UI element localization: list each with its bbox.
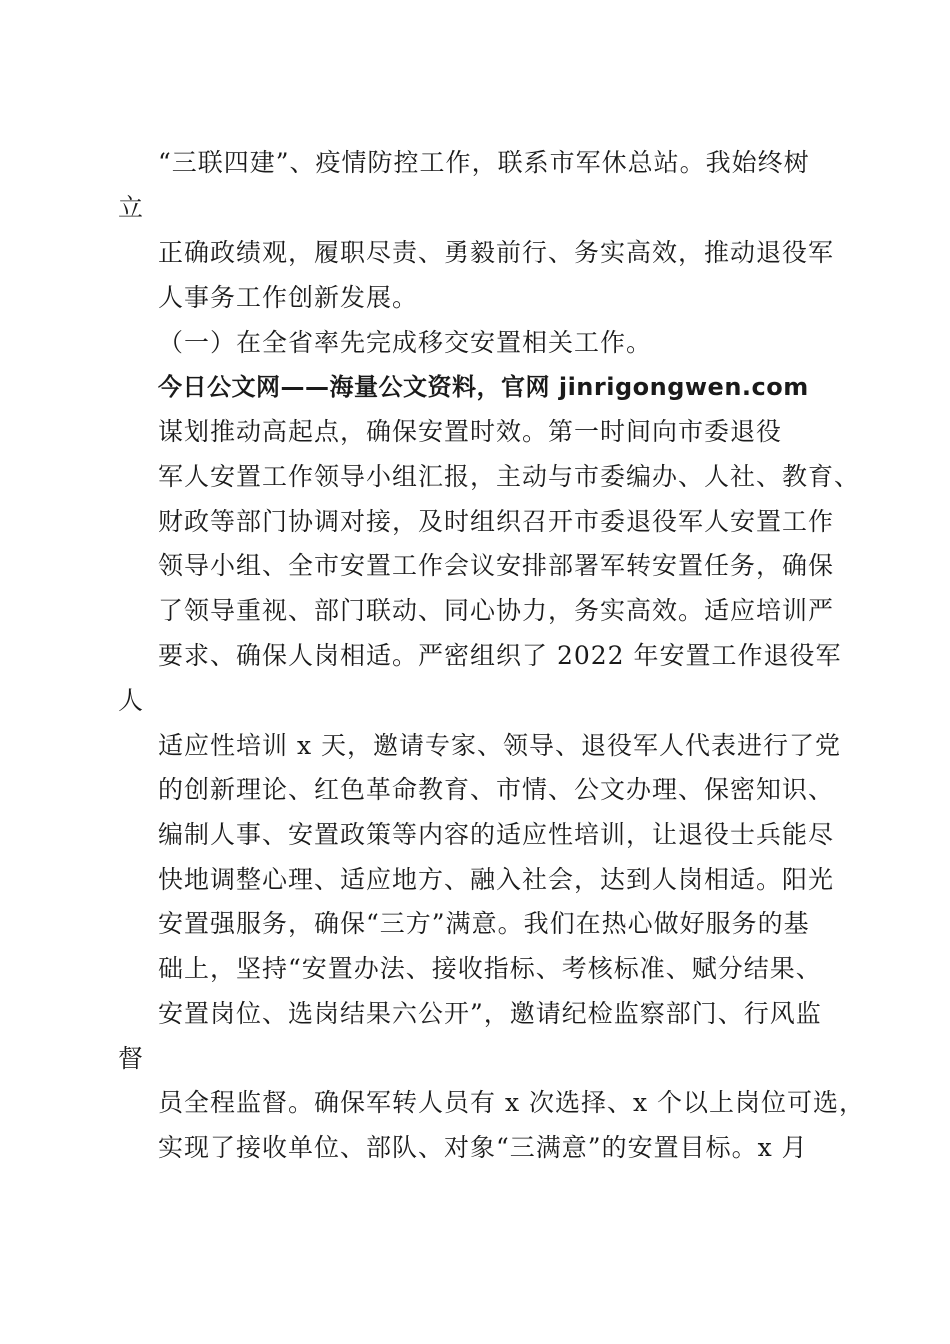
paragraph-line: 了领导重视、部门联动、同心协力，务实高效。适应培训严 xyxy=(158,596,835,625)
paragraph-line: 员全程监督。确保军转人员有 x 次选择、x 个以上岗位可选， xyxy=(158,1088,866,1117)
paragraph-line: 军人安置工作领导小组汇报，主动与市委编办、人社、教育、 xyxy=(158,462,861,491)
paragraph-line: 领导小组、全市安置工作会议安排部署军转安置任务，确保 xyxy=(158,551,835,580)
paragraph-line: 实现了接收单位、部队、对象“三满意”的安置目标。x 月 xyxy=(158,1133,808,1162)
paragraph-line: 安置岗位、选岗结果六公开”，邀请纪检监察部门、行风监 xyxy=(158,999,822,1028)
paragraph-line: 人 xyxy=(118,686,145,715)
paragraph-line: 谋划推动高起点，确保安置时效。第一时间向市委退役 xyxy=(158,417,783,446)
paragraph-line: 的创新理论、红色革命教育、市情、公文办理、保密知识、 xyxy=(158,775,835,804)
paragraph-line: 人事务工作创新发展。 xyxy=(158,283,419,312)
paragraph-line: 础上，坚持“安置办法、接收指标、考核标准、赋分结果、 xyxy=(158,954,822,983)
paragraph-line: “三联四建”、疫情防控工作，联系市军休总站。我始终树 xyxy=(158,148,810,177)
paragraph-line: 正确政绩观，履职尽责、勇毅前行、务实高效，推动退役军 xyxy=(158,238,835,267)
paragraph-line: 安置强服务，确保“三方”满意。我们在热心做好服务的基 xyxy=(158,909,810,938)
paragraph-line: 要求、确保人岗相适。严密组织了 2022 年安置工作退役军 xyxy=(158,641,842,670)
paragraph-line: 督 xyxy=(118,1044,145,1073)
paragraph-line: 适应性培训 x 天，邀请专家、领导、退役军人代表进行了党 xyxy=(158,731,841,760)
paragraph-line: 快地调整心理、适应地方、融入社会，达到人岗相适。阳光 xyxy=(158,865,835,894)
section-heading: （一）在全省率先完成移交安置相关工作。 xyxy=(158,328,653,357)
paragraph-line: 立 xyxy=(118,193,145,222)
watermark-banner: 今日公文网——海量公文资料，官网 jinrigongwen.com xyxy=(158,373,809,401)
paragraph-line: 财政等部门协调对接，及时组织召开市委退役军人安置工作 xyxy=(158,507,835,536)
paragraph-line: 编制人事、安置政策等内容的适应性培训，让退役士兵能尽 xyxy=(158,820,835,849)
